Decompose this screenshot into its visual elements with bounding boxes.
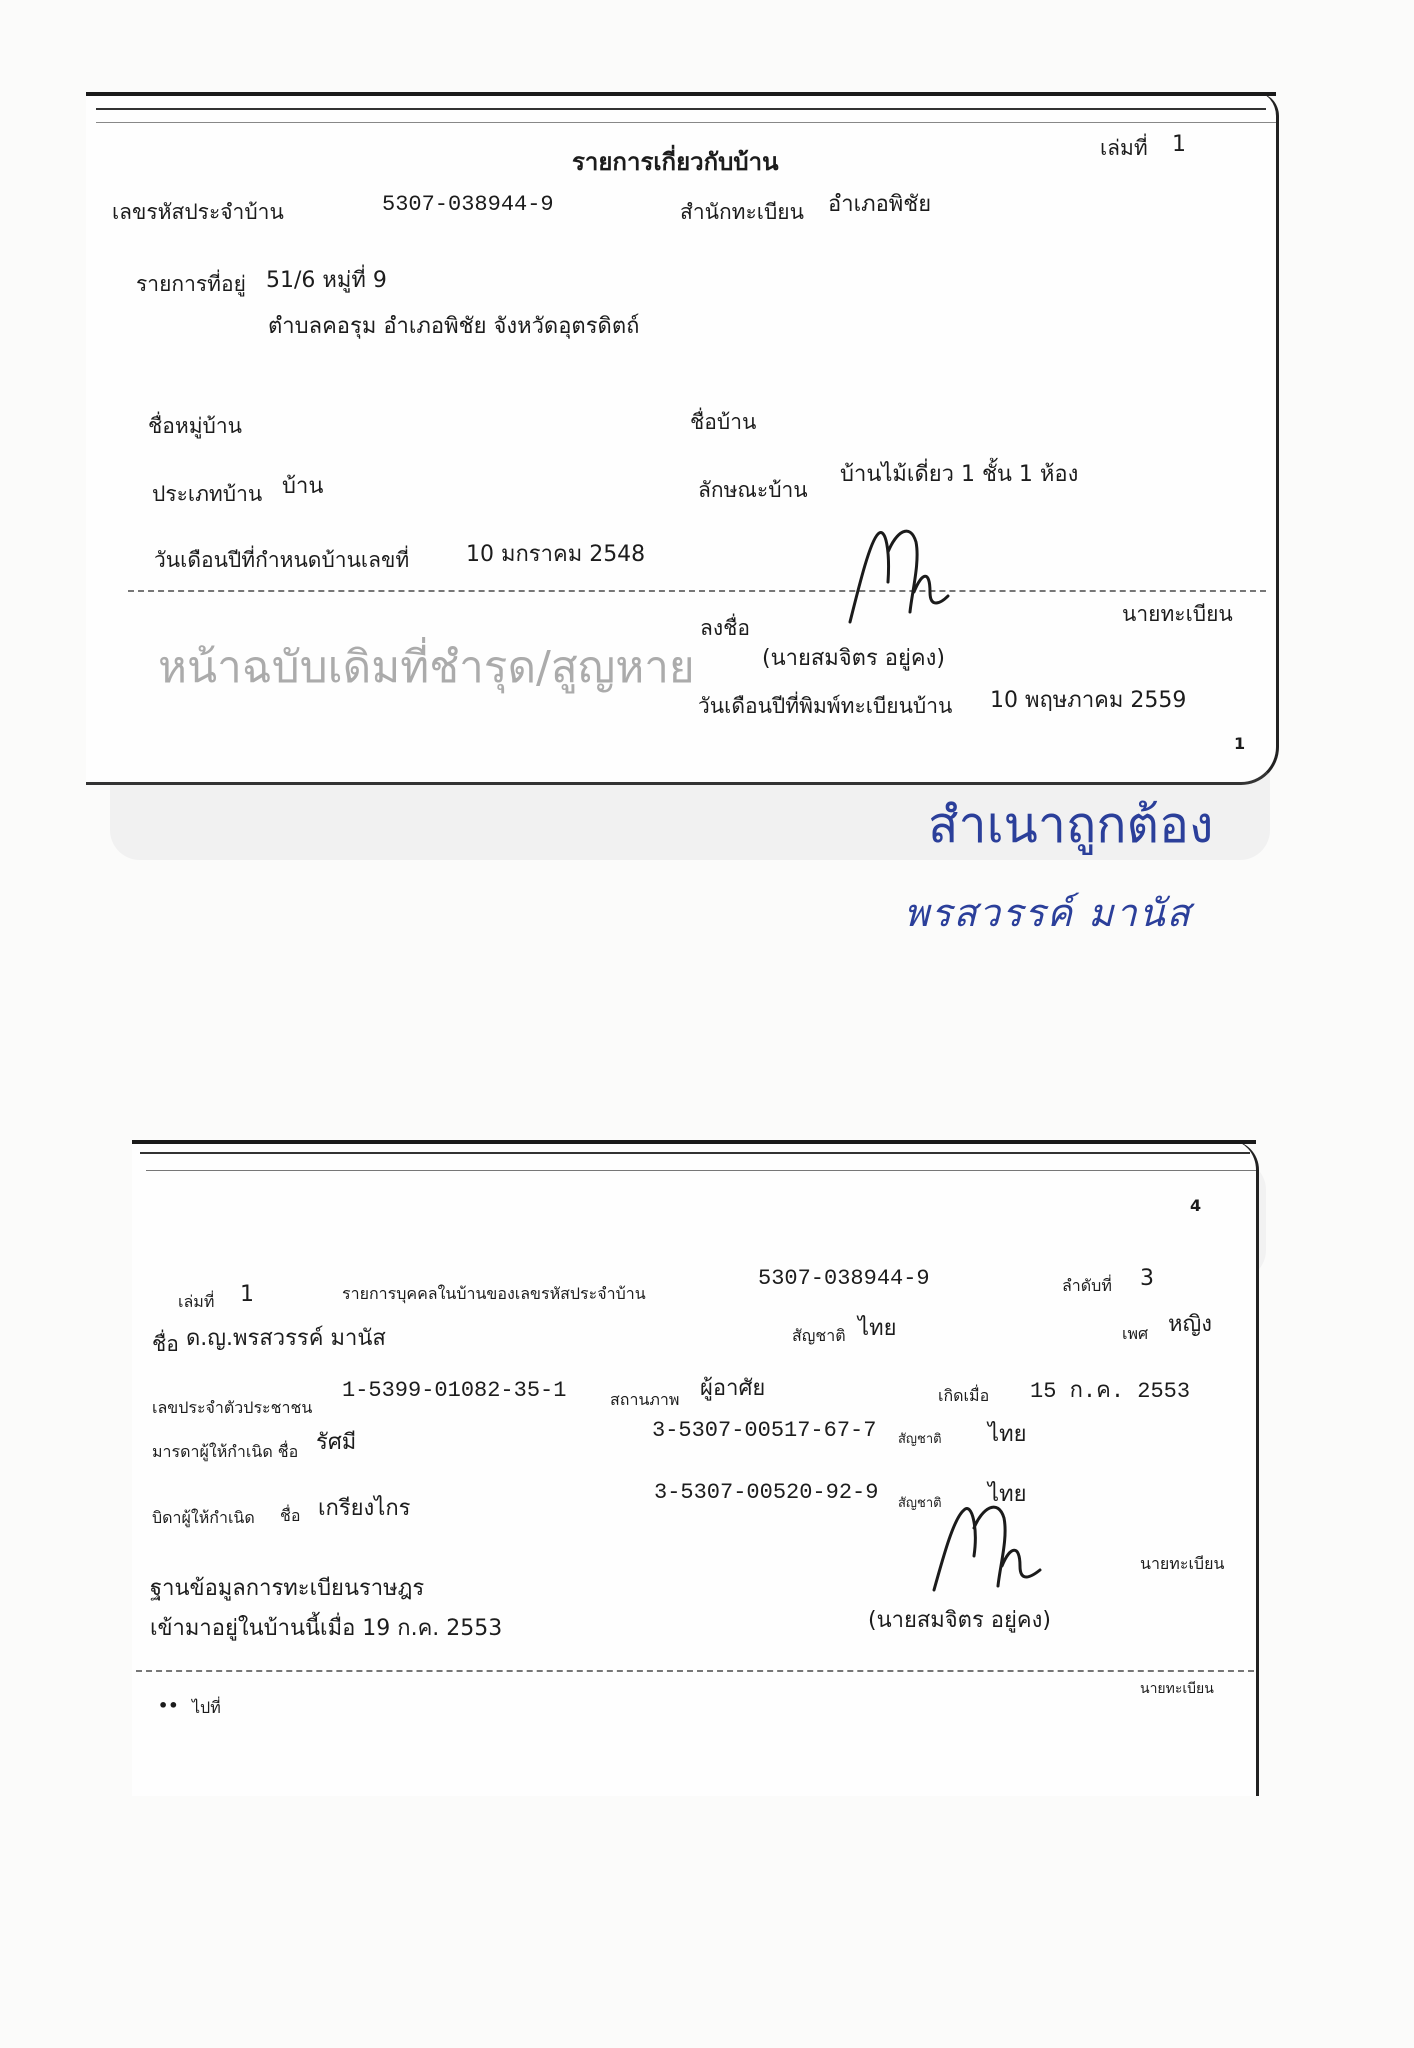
card2-registrar-label: นายทะเบียน xyxy=(1140,1554,1225,1573)
address-label: รายการที่อยู่ xyxy=(136,272,246,296)
moved-in: เข้ามาอยู่ในบ้านนี้เมื่อ 19 ก.ค. 2553 xyxy=(150,1616,503,1641)
card2-top-border-inner xyxy=(140,1152,1250,1154)
id-label: เลขประจำตัวประชาชน xyxy=(152,1398,313,1417)
card1-top-border-line xyxy=(96,122,1276,123)
card1-title: รายการเกี่ยวกับบ้าน xyxy=(572,148,779,176)
sex-label: เพศ xyxy=(1122,1324,1149,1343)
card1-book-no: 1 xyxy=(1172,132,1186,157)
house-style: บ้านไม้เดี่ยว 1 ชั้น 1 ห้อง xyxy=(840,462,1079,487)
father-id: 3-5307-00520-92-9 xyxy=(654,1480,879,1505)
card2-page-no: 4 xyxy=(1190,1196,1202,1215)
nationality: ไทย xyxy=(858,1316,897,1341)
mother-id: 3-5307-00517-67-7 xyxy=(652,1418,877,1443)
print-date-label: วันเดือนปีที่พิมพ์ทะเบียนบ้าน xyxy=(698,694,953,718)
assigned-date: 10 มกราคม 2548 xyxy=(466,542,646,567)
mother-label: มารดาผู้ให้กำเนิด ชื่อ xyxy=(152,1442,299,1461)
card2-registrar-name: (นายสมจิตร อยู่คง) xyxy=(868,1608,1051,1633)
print-date: 10 พฤษภาคม 2559 xyxy=(990,688,1187,713)
house-style-label: ลักษณะบ้าน xyxy=(698,478,808,502)
status-label: สถานภาพ xyxy=(610,1390,680,1409)
registrar-signature xyxy=(830,512,960,632)
registry-office-label: สำนักทะเบียน xyxy=(680,200,804,224)
certified-copy-text: สำเนาถูกต้อง xyxy=(928,796,1214,854)
mother-name: รัศมี xyxy=(316,1430,357,1455)
certifier-name: พรสวรรค์ มานัส xyxy=(904,891,1192,935)
persons-label: รายการบุคคลในบ้านของเลขรหัสประจำบ้าน xyxy=(342,1284,646,1303)
card1-registrar-name: (นายสมจิตร อยู่คง) xyxy=(762,646,945,671)
assigned-date-label: วันเดือนปีที่กำหนดบ้านเลขที่ xyxy=(154,548,410,572)
card2-book-label: เล่มที่ xyxy=(178,1292,215,1311)
father-nat: ไทย xyxy=(988,1482,1027,1507)
sign-label: ลงชื่อ xyxy=(700,616,750,640)
card1-page-no: 1 xyxy=(1234,734,1246,753)
card2-top-border xyxy=(132,1140,1256,1144)
father-label: บิดาผู้ให้กำเนิด xyxy=(152,1508,255,1527)
faded-note: หน้าฉบับเดิมที่ชำรุด/สูญหาย xyxy=(158,642,695,693)
sex: หญิง xyxy=(1168,1312,1212,1337)
status: ผู้อาศัย xyxy=(700,1376,766,1401)
mother-nat-label: สัญชาติ xyxy=(898,1432,942,1447)
born: 15 ก.ค. 2553 xyxy=(1030,1379,1191,1404)
house-code: 5307-038944-9 xyxy=(382,192,554,217)
house-code-label: เลขรหัสประจำบ้าน xyxy=(112,200,284,224)
id-no: 1-5399-01082-35-1 xyxy=(342,1378,567,1403)
person-name: ด.ญ.พรสวรรค์ มานัส xyxy=(186,1326,386,1351)
father-name: เกรียงไกร xyxy=(318,1496,411,1521)
father-nat-label: สัญชาติ xyxy=(898,1496,942,1511)
data-source-label: ฐานข้อมูลการทะเบียนราษฎร xyxy=(150,1576,425,1601)
moved-to-label: ไปที่ xyxy=(192,1698,221,1717)
card2-book-no: 1 xyxy=(240,1282,254,1307)
order-label: ลำดับที่ xyxy=(1062,1276,1112,1295)
moved-to-bullet: •• xyxy=(158,1696,179,1715)
card2-top-border-line xyxy=(146,1170,1256,1171)
address-line1: 51/6 หมู่ที่ 9 xyxy=(266,268,387,293)
card2-registrar-signature xyxy=(920,1490,1050,1600)
house-name-label: ชื่อบ้าน xyxy=(690,410,757,434)
father-name-label: ชื่อ xyxy=(280,1506,301,1525)
house-type-label: ประเภทบ้าน xyxy=(152,482,263,506)
card1-dashed-divider xyxy=(128,590,1266,592)
name-label: ชื่อ xyxy=(152,1332,179,1356)
card2-dashed-divider xyxy=(136,1670,1254,1672)
born-label: เกิดเมื่อ xyxy=(938,1386,990,1405)
card2-house-code: 5307-038944-9 xyxy=(758,1266,930,1291)
registry-office: อำเภอพิชัย xyxy=(828,192,932,217)
card1-book-label: เล่มที่ xyxy=(1100,136,1148,160)
house-type: บ้าน xyxy=(282,474,324,499)
nationality-label: สัญชาติ xyxy=(792,1326,846,1345)
order-no: 3 xyxy=(1140,1266,1154,1291)
mother-nat: ไทย xyxy=(988,1422,1027,1447)
card1-registrar-label: นายทะเบียน xyxy=(1122,602,1233,626)
person-info-card xyxy=(132,1140,1259,1796)
card1-top-border-inner xyxy=(96,108,1266,110)
card2-registrar-label2: นายทะเบียน xyxy=(1140,1681,1214,1697)
village-name-label: ชื่อหมู่บ้าน xyxy=(148,414,243,438)
address-line2: ตำบลคอรุม อำเภอพิชัย จังหวัดอุตรดิตถ์ xyxy=(268,314,640,339)
